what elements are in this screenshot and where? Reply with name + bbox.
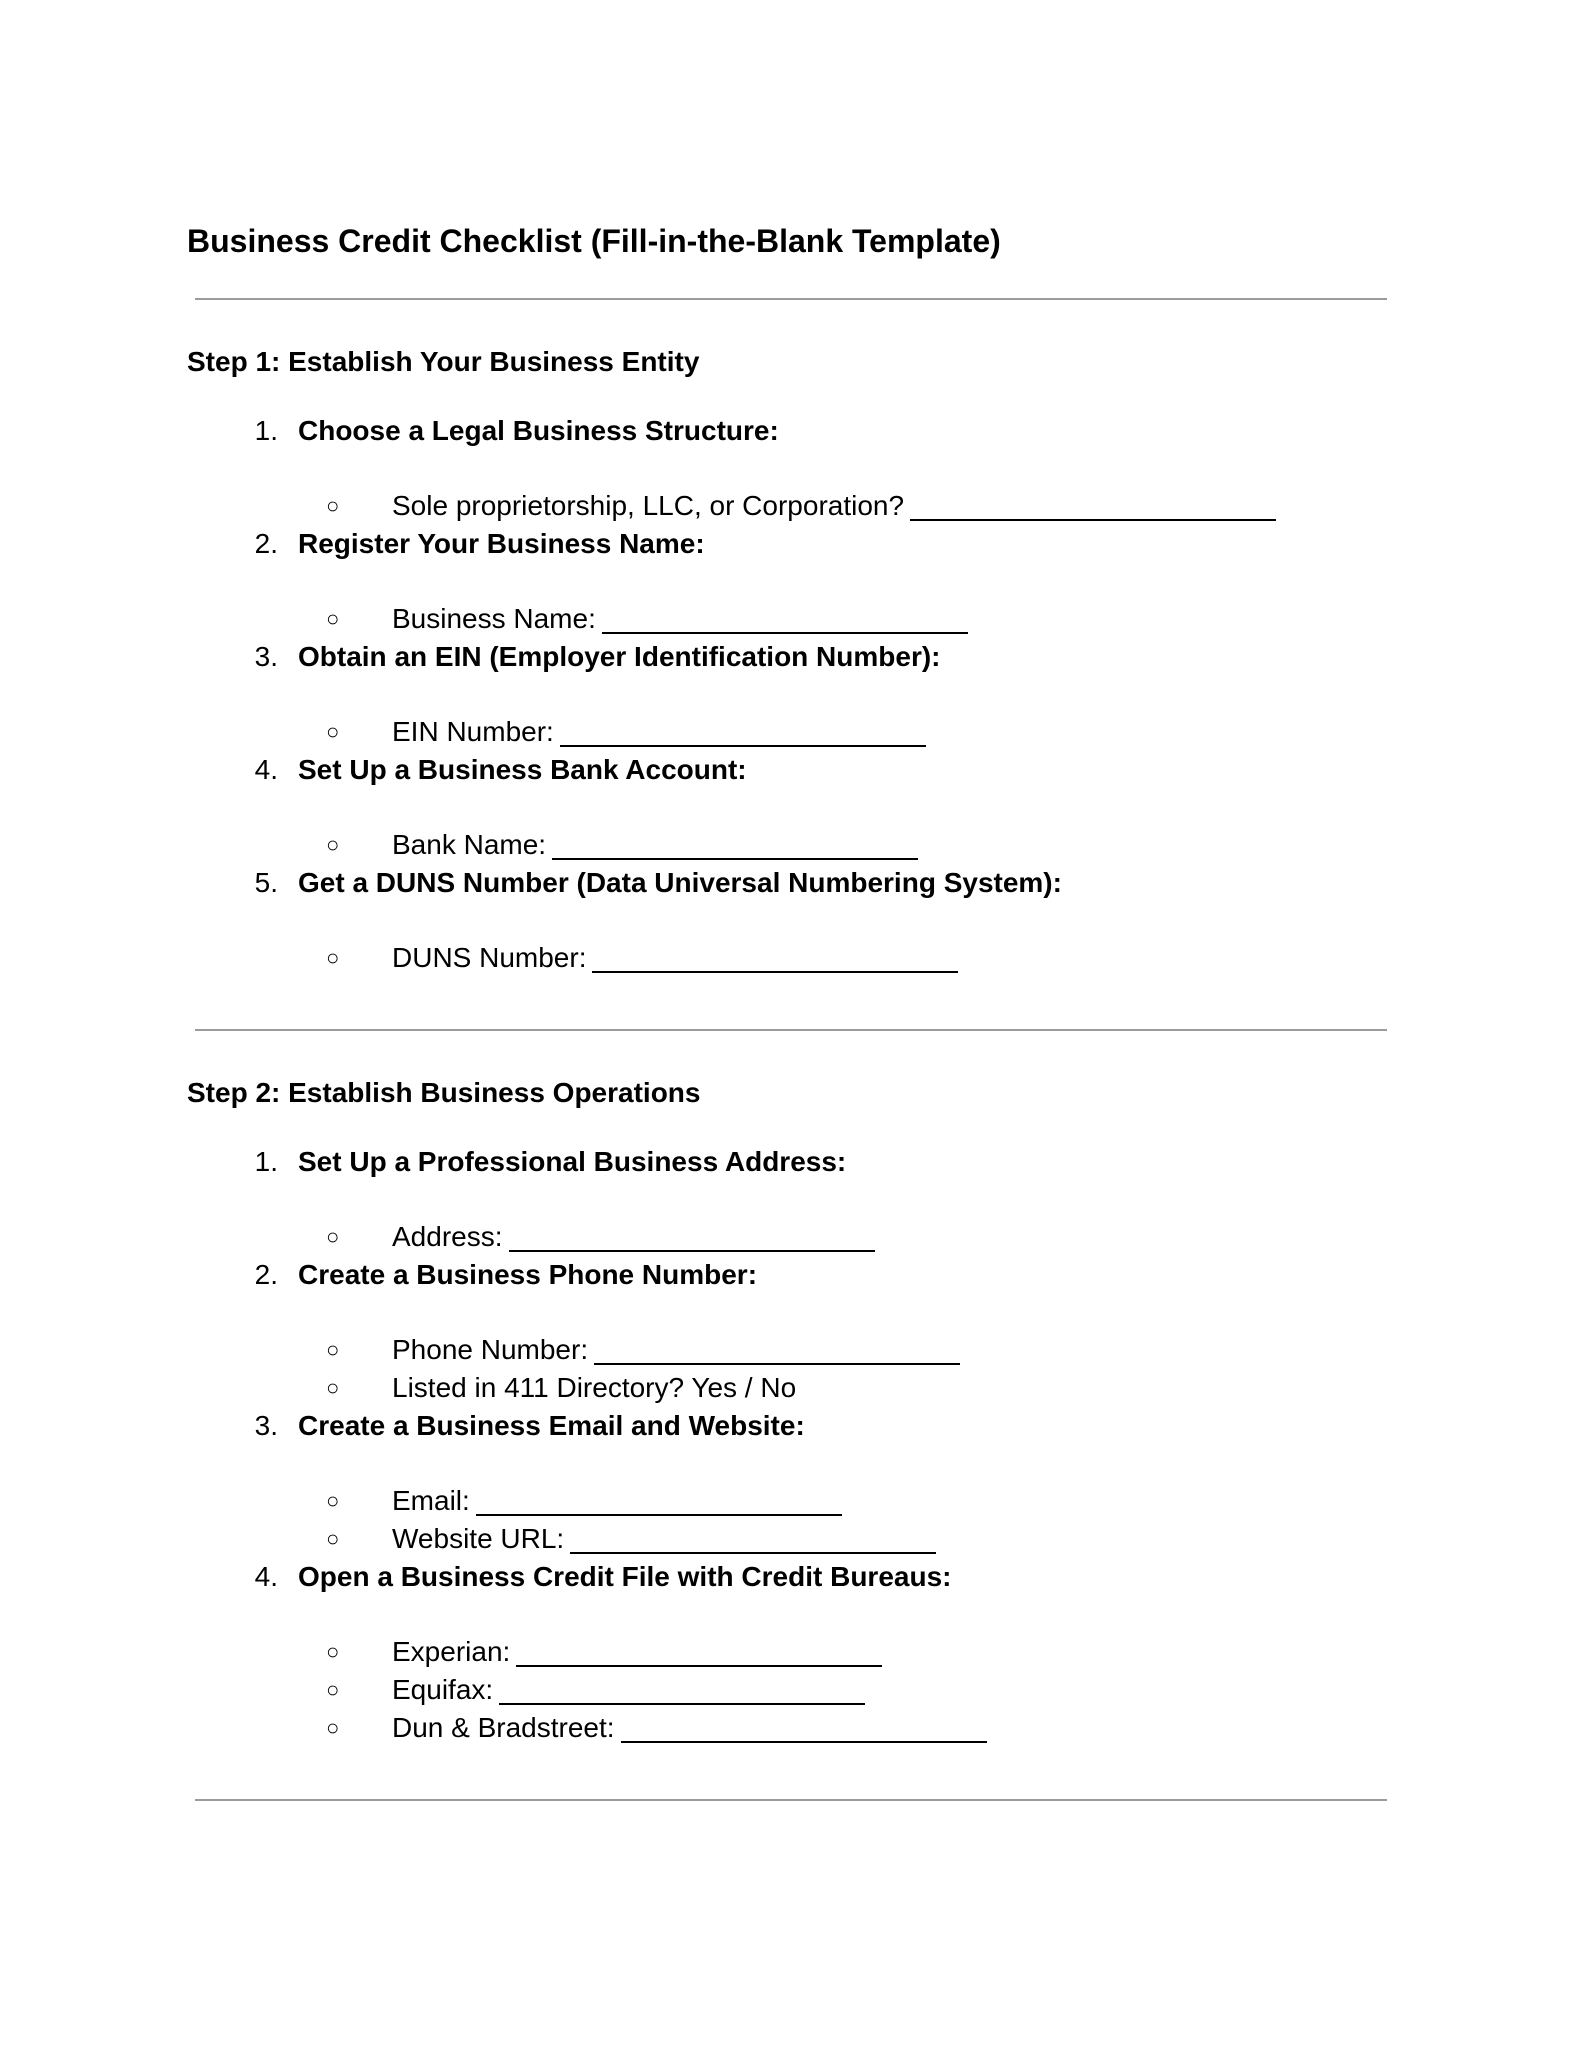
sub-item-label: Sole proprietorship, LLC, or Corporation? — [392, 490, 905, 521]
page-title: Business Credit Checklist (Fill-in-the-Blank Template) — [187, 223, 1001, 259]
fill-in-blank-field[interactable] — [560, 719, 926, 747]
circle-bullet-icon: ○ — [326, 1677, 340, 1702]
fill-in-blank-field[interactable] — [621, 1715, 987, 1743]
sub-item — [326, 715, 926, 749]
list-item — [230, 1145, 846, 1179]
sub-item — [326, 941, 958, 975]
list-item — [230, 866, 1062, 900]
circle-bullet-icon: ○ — [326, 1639, 340, 1664]
sub-item — [326, 1484, 842, 1518]
item-number: 2. — [254, 528, 278, 559]
list-item — [230, 753, 747, 787]
circle-bullet-icon: ○ — [326, 1488, 340, 1513]
sub-item-label: DUNS Number: — [392, 942, 587, 973]
sub-item — [326, 489, 1276, 523]
sub-item — [326, 602, 968, 636]
fill-in-blank-field[interactable] — [570, 1526, 936, 1554]
fill-in-blank-field[interactable] — [552, 832, 918, 860]
sub-item — [326, 1522, 936, 1556]
list-item — [230, 1409, 805, 1443]
circle-bullet-icon: ○ — [326, 945, 340, 970]
step-1-heading: Step 1: Establish Your Business Entity — [187, 346, 700, 377]
circle-bullet-icon: ○ — [326, 1337, 340, 1362]
item-label: Register Your Business Name: — [298, 528, 705, 559]
sub-item-label: Website URL: — [392, 1523, 565, 1554]
circle-bullet-icon: ○ — [326, 832, 340, 857]
sub-item — [326, 1711, 987, 1745]
sub-item-label: Experian: — [392, 1636, 511, 1667]
list-item — [230, 640, 941, 674]
sub-item — [326, 1333, 960, 1367]
divider — [195, 298, 1387, 300]
item-label: Get a DUNS Number (Data Universal Numbering System): — [298, 867, 1062, 898]
item-number: 1. — [254, 415, 278, 446]
item-label: Choose a Legal Business Structure: — [298, 415, 779, 446]
sub-item — [326, 1635, 882, 1669]
fill-in-blank-field[interactable] — [592, 945, 958, 973]
step-2-heading: Step 2: Establish Business Operations — [187, 1077, 701, 1108]
sub-item-label: Email: — [392, 1485, 470, 1516]
item-number: 1. — [254, 1146, 278, 1177]
item-number: 3. — [254, 1410, 278, 1441]
list-item — [230, 1560, 951, 1594]
list-item — [230, 527, 705, 561]
circle-bullet-icon: ○ — [326, 606, 340, 631]
item-label: Create a Business Phone Number: — [298, 1259, 758, 1290]
sub-item — [326, 1220, 875, 1254]
item-label: Set Up a Professional Business Address: — [298, 1146, 847, 1177]
fill-in-blank-field[interactable] — [509, 1224, 875, 1252]
item-label: Open a Business Credit File with Credit Bureaus: — [298, 1561, 952, 1592]
circle-bullet-icon: ○ — [326, 1224, 340, 1249]
fill-in-blank-field[interactable] — [602, 606, 968, 634]
sub-item-label: Equifax: — [392, 1674, 494, 1705]
sub-item-label: Bank Name: — [392, 829, 547, 860]
item-number: 4. — [254, 754, 278, 785]
circle-bullet-icon: ○ — [326, 719, 340, 744]
circle-bullet-icon: ○ — [326, 1375, 340, 1400]
sub-item — [326, 1371, 796, 1405]
fill-in-blank-field[interactable] — [499, 1677, 865, 1705]
sub-item-label: Dun & Bradstreet: — [392, 1712, 615, 1743]
item-number: 2. — [254, 1259, 278, 1290]
sub-item-label: Address: — [392, 1221, 503, 1252]
item-number: 3. — [254, 641, 278, 672]
circle-bullet-icon: ○ — [326, 1715, 340, 1740]
divider — [195, 1029, 1387, 1031]
fill-in-blank-field[interactable] — [516, 1639, 882, 1667]
item-label: Create a Business Email and Website: — [298, 1410, 805, 1441]
fill-in-blank-field[interactable] — [594, 1337, 960, 1365]
sub-item-label: EIN Number: — [392, 716, 554, 747]
item-number: 4. — [254, 1561, 278, 1592]
item-number: 5. — [254, 867, 278, 898]
sub-item — [326, 828, 918, 862]
divider — [195, 1799, 1387, 1801]
sub-item-label: Listed in 411 Directory? Yes / No — [392, 1372, 797, 1403]
sub-item-label: Phone Number: — [392, 1334, 589, 1365]
fill-in-blank-field[interactable] — [476, 1488, 842, 1516]
fill-in-blank-field[interactable] — [910, 493, 1276, 521]
list-item — [230, 414, 779, 448]
sub-item-label: Business Name: — [392, 603, 596, 634]
sub-item — [326, 1673, 865, 1707]
item-label: Set Up a Business Bank Account: — [298, 754, 747, 785]
list-item — [230, 1258, 757, 1292]
circle-bullet-icon: ○ — [326, 1526, 340, 1551]
item-label: Obtain an EIN (Employer Identification Number): — [298, 641, 941, 672]
circle-bullet-icon: ○ — [326, 493, 340, 518]
